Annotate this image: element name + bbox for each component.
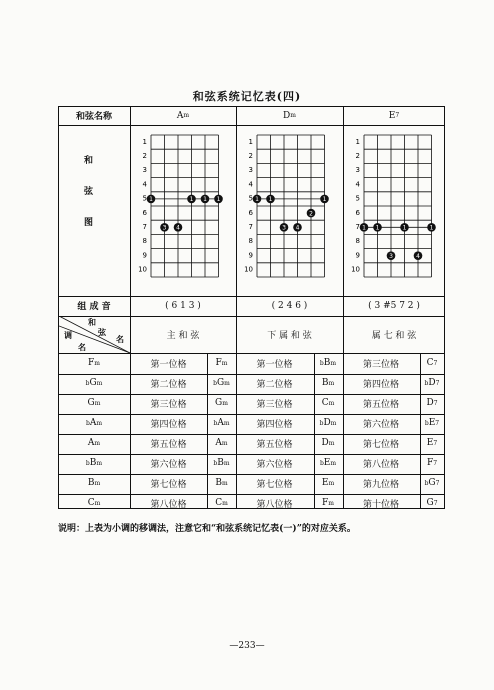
row-position-subdominant: 第二位格 xyxy=(256,379,293,390)
finger-number: 1 xyxy=(189,196,194,204)
row-position-subdominant: 第四位格 xyxy=(256,419,293,430)
fret-number: 10 xyxy=(244,265,253,274)
fret-number: 2 xyxy=(355,152,360,161)
finger-number: 1 xyxy=(362,224,366,232)
corner-diao: 调 xyxy=(64,330,72,340)
row-position-tonic: 第六位格 xyxy=(150,459,187,470)
header-chord-dm: D m xyxy=(283,110,296,121)
corner-ming-top: 名 xyxy=(116,334,124,344)
footnote: 说明：上表为小调的移调法，注意它和“和弦系统记忆表(一)”的对应关系。 xyxy=(58,524,356,534)
composition-label: 组 成 音 xyxy=(77,302,111,312)
row-position-tonic: 第四位格 xyxy=(150,419,187,430)
row-chord-subdominant: C m xyxy=(321,398,335,408)
composition-am: ( 6 1 3 ) xyxy=(165,300,201,311)
finger-number: 1 xyxy=(429,224,434,232)
fret-number: 4 xyxy=(355,180,360,189)
row-key: b B m xyxy=(85,458,103,468)
fret-number: 1 xyxy=(248,137,253,146)
row-key: B m xyxy=(87,478,101,488)
row-chord-tonic: F m xyxy=(215,358,228,368)
row-position-tonic: 第二位格 xyxy=(150,379,187,390)
fret-number: 7 xyxy=(142,223,147,232)
row-chord-subdominant: B m xyxy=(321,378,335,388)
header-chord-e7: E 7 xyxy=(388,110,400,121)
finger-number: 2 xyxy=(309,210,313,218)
row-chord-dominant: b G 7 xyxy=(424,478,440,488)
fret-number: 7 xyxy=(355,223,360,232)
fret-number: 4 xyxy=(142,180,147,189)
fret-number: 6 xyxy=(142,208,147,217)
row-key: A m xyxy=(87,438,101,448)
row-position-subdominant: 第一位格 xyxy=(256,359,293,370)
row-chord-subdominant: E m xyxy=(321,478,335,488)
fret-number: 1 xyxy=(355,137,360,146)
fret-number: 5 xyxy=(142,194,147,203)
finger-number: 1 xyxy=(203,196,207,204)
row-chord-subdominant: F m xyxy=(322,498,334,508)
row-chord-tonic: b A m xyxy=(213,418,230,428)
fret-number: 8 xyxy=(248,237,253,246)
header-chord-am: A m xyxy=(176,110,190,121)
row-key: b A m xyxy=(85,418,103,428)
fret-number: 10 xyxy=(138,265,147,274)
finger-number: 1 xyxy=(149,196,153,204)
row-chord-dominant: E 7 xyxy=(426,438,438,448)
function-subdominant: 下 属 和 弦 xyxy=(267,331,312,341)
finger-number: 1 xyxy=(322,196,327,204)
row-position-subdominant: 第八位格 xyxy=(256,499,293,510)
fret-number: 2 xyxy=(142,152,147,161)
fret-number: 2 xyxy=(248,152,253,161)
fretboard-am xyxy=(130,125,236,296)
row-key: b G m xyxy=(85,378,103,388)
row-chord-dominant: D 7 xyxy=(426,398,438,408)
fret-number: 9 xyxy=(355,251,360,260)
diagram-label-2: 弦 xyxy=(84,187,94,197)
finger-number: 1 xyxy=(375,224,380,232)
finger-number: 3 xyxy=(282,224,286,232)
fret-number: 10 xyxy=(351,265,360,274)
row-key: C m xyxy=(87,498,101,508)
row-chord-tonic: G m xyxy=(215,398,228,408)
row-position-subdominant: 第六位格 xyxy=(256,459,293,470)
row-position-tonic: 第五位格 xyxy=(150,439,187,450)
row-chord-dominant: b D 7 xyxy=(424,378,440,388)
fret-number: 5 xyxy=(355,194,360,203)
row-chord-dominant: C 7 xyxy=(426,358,438,368)
row-key: G m xyxy=(87,398,101,408)
finger-number: 4 xyxy=(416,253,420,260)
row-position-dominant: 第四位格 xyxy=(362,379,399,390)
corner-ming: 名 xyxy=(78,342,86,352)
finger-number: 3 xyxy=(162,224,167,232)
row-position-tonic: 第三位格 xyxy=(150,399,187,410)
composition-e7: ( 3 #5 7 2 ) xyxy=(368,300,420,311)
fret-number: 9 xyxy=(248,251,253,260)
row-chord-dominant: b E 7 xyxy=(424,418,440,428)
diagram-label-3: 图 xyxy=(84,218,94,228)
row-position-dominant: 第七位格 xyxy=(362,439,399,450)
fret-number: 8 xyxy=(355,237,360,246)
fret-number: 9 xyxy=(142,251,147,260)
row-chord-subdominant: b D m xyxy=(319,418,337,428)
row-position-subdominant: 第七位格 xyxy=(256,479,293,490)
row-chord-subdominant: b B m xyxy=(319,358,337,368)
row-position-dominant: 第六位格 xyxy=(362,419,399,430)
finger-number: 1 xyxy=(216,196,221,204)
row-chord-subdominant: D m xyxy=(321,438,335,448)
fret-number: 3 xyxy=(248,166,253,175)
row-chord-dominant: G 7 xyxy=(426,498,438,508)
fret-number: 6 xyxy=(355,208,360,217)
fret-number: 6 xyxy=(248,208,253,217)
fret-number: 4 xyxy=(248,180,253,189)
fret-number: 3 xyxy=(355,166,360,175)
finger-number: 4 xyxy=(295,224,300,232)
diagram-label-1: 和 xyxy=(84,156,94,166)
row-position-subdominant: 第三位格 xyxy=(256,399,293,410)
fretboard-dm xyxy=(236,125,343,296)
finger-number: 3 xyxy=(389,253,393,260)
row-position-dominant: 第十位格 xyxy=(362,499,399,510)
row-position-dominant: 第九位格 xyxy=(362,479,399,490)
finger-number: 1 xyxy=(402,224,407,232)
finger-number: 4 xyxy=(176,224,180,232)
row-chord-tonic: C m xyxy=(215,498,228,508)
function-tonic: 主 和 弦 xyxy=(166,331,200,341)
fret-number: 1 xyxy=(142,137,147,146)
finger-number: 1 xyxy=(255,196,259,204)
row-position-tonic: 第一位格 xyxy=(150,359,187,370)
row-position-dominant: 第五位格 xyxy=(362,399,399,410)
header-chord-name: 和弦名称 xyxy=(75,112,112,122)
fret-number: 8 xyxy=(142,237,147,246)
row-chord-tonic: A m xyxy=(215,438,228,448)
function-dominant-seventh: 属 七 和 弦 xyxy=(371,331,417,341)
corner-xian: 弦 xyxy=(98,327,106,337)
row-position-tonic: 第七位格 xyxy=(150,479,187,490)
row-chord-tonic: b G m xyxy=(213,378,230,388)
composition-dm: ( 2 4 6 ) xyxy=(271,300,308,311)
row-chord-tonic: b B m xyxy=(213,458,230,468)
row-chord-subdominant: b E m xyxy=(319,458,337,468)
row-position-subdominant: 第五位格 xyxy=(256,439,293,450)
fret-number: 7 xyxy=(248,223,253,232)
corner-he: 和 xyxy=(88,317,96,327)
row-chord-tonic: B m xyxy=(215,478,228,488)
finger-number: 1 xyxy=(268,196,273,204)
row-chord-dominant: F 7 xyxy=(426,458,438,468)
fret-number: 5 xyxy=(248,194,253,203)
fret-number: 3 xyxy=(142,166,147,175)
row-position-dominant: 第三位格 xyxy=(362,359,399,370)
fretboard-e7 xyxy=(343,125,445,296)
page-number: —233— xyxy=(229,641,265,651)
row-key: F m xyxy=(88,358,100,368)
table-title: 和弦系统记忆表(四) xyxy=(192,90,302,103)
row-position-dominant: 第八位格 xyxy=(362,459,399,470)
row-position-tonic: 第八位格 xyxy=(150,499,187,510)
